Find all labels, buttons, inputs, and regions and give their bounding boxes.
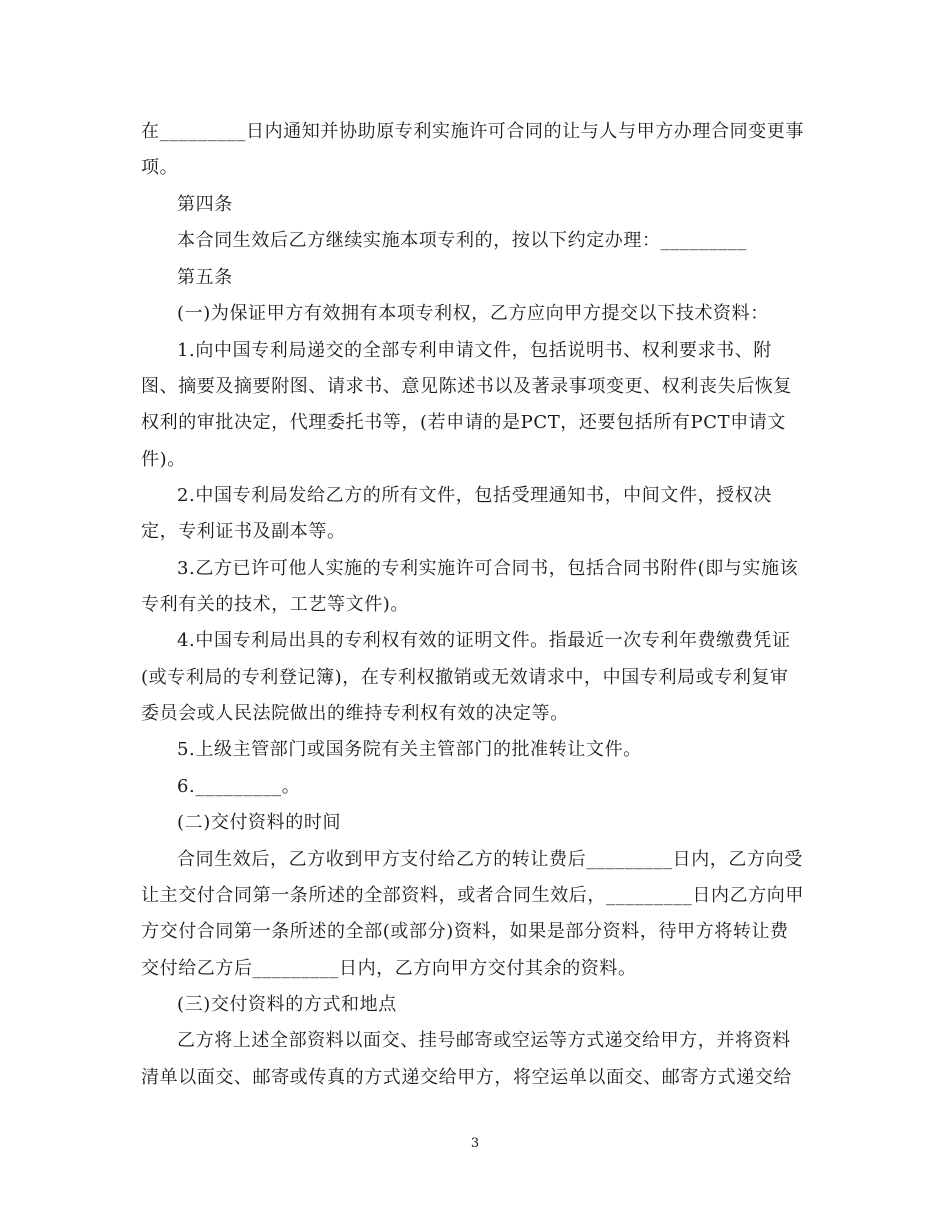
text-line: 权利的审批决定，代理委托书等，(若申请的是PCT，还要包括所有PCT申请文 bbox=[141, 412, 786, 433]
text-line: 6._________。 bbox=[177, 776, 301, 797]
text-line: 方交付合同第一条所述的全部(或部分)资料，如果是部分资料，待甲方将转让费 bbox=[141, 921, 789, 942]
text-line: 定，专利证书及副本等。 bbox=[141, 521, 346, 542]
text-line: 3.乙方已许可他人实施的专利实施许可合同书，包括合同书附件(即与实施该 bbox=[177, 558, 799, 579]
section-heading: (三)交付资料的方式和地点 bbox=[177, 994, 397, 1015]
text-line: 4.中国专利局出具的专利权有效的证明文件。指最近一次专利年费缴费凭证 bbox=[177, 630, 791, 651]
text-line: 让主交付合同第一条所述的全部资料，或者合同生效后，_________日内乙方向甲 bbox=[141, 885, 804, 906]
text-line: 专利有关的技术，工艺等文件)。 bbox=[141, 594, 410, 615]
text-line: (或专利局的专利登记簿)，在专利权撤销或无效请求中，中国专利局或专利复审 bbox=[141, 667, 789, 688]
text-line: 1.向中国专利局递交的全部专利申请文件，包括说明书、权利要求书、附 bbox=[177, 340, 772, 361]
text-line: 乙方将上述全部资料以面交、挂号邮寄或空运等方式递交给甲方，并将资料 bbox=[177, 1030, 791, 1051]
article-heading: 第四条 bbox=[177, 194, 233, 215]
text-line: 图、摘要及摘要附图、请求书、意见陈述书以及著录事项变更、权利丧失后恢复 bbox=[141, 376, 792, 397]
text-line: 交付给乙方后_________日内，乙方向甲方交付其余的资料。 bbox=[141, 958, 637, 979]
text-line: 项。 bbox=[141, 157, 179, 178]
text-line: 合同生效后，乙方收到甲方支付给乙方的转让费后_________日内，乙方向受 bbox=[177, 849, 803, 870]
text-line: 在_________日内通知并协助原专利实施许可合同的让与人与甲方办理合同变更事 bbox=[141, 121, 804, 142]
section-heading: (一)为保证甲方有效拥有本项专利权，乙方应向甲方提交以下技术资料： bbox=[177, 303, 769, 324]
text-line: 5.上级主管部门或国务院有关主管部门的批准转让文件。 bbox=[177, 739, 642, 760]
text-line: 本合同生效后乙方继续实施本项专利的，按以下约定办理：_________ bbox=[177, 230, 747, 251]
text-line: 件)。 bbox=[141, 449, 186, 470]
page-number: 3 bbox=[470, 1136, 480, 1151]
text-line: 清单以面交、邮寄或传真的方式递交给甲方，将空运单以面交、邮寄方式递交给 bbox=[141, 1067, 792, 1088]
text-line: 委员会或人民法院做出的维持专利权有效的决定等。 bbox=[141, 703, 569, 724]
article-heading: 第五条 bbox=[177, 267, 233, 288]
text-line: 2.中国专利局发给乙方的所有文件，包括受理通知书，中间文件，授权决 bbox=[177, 485, 772, 506]
section-heading: (二)交付资料的时间 bbox=[177, 812, 342, 833]
